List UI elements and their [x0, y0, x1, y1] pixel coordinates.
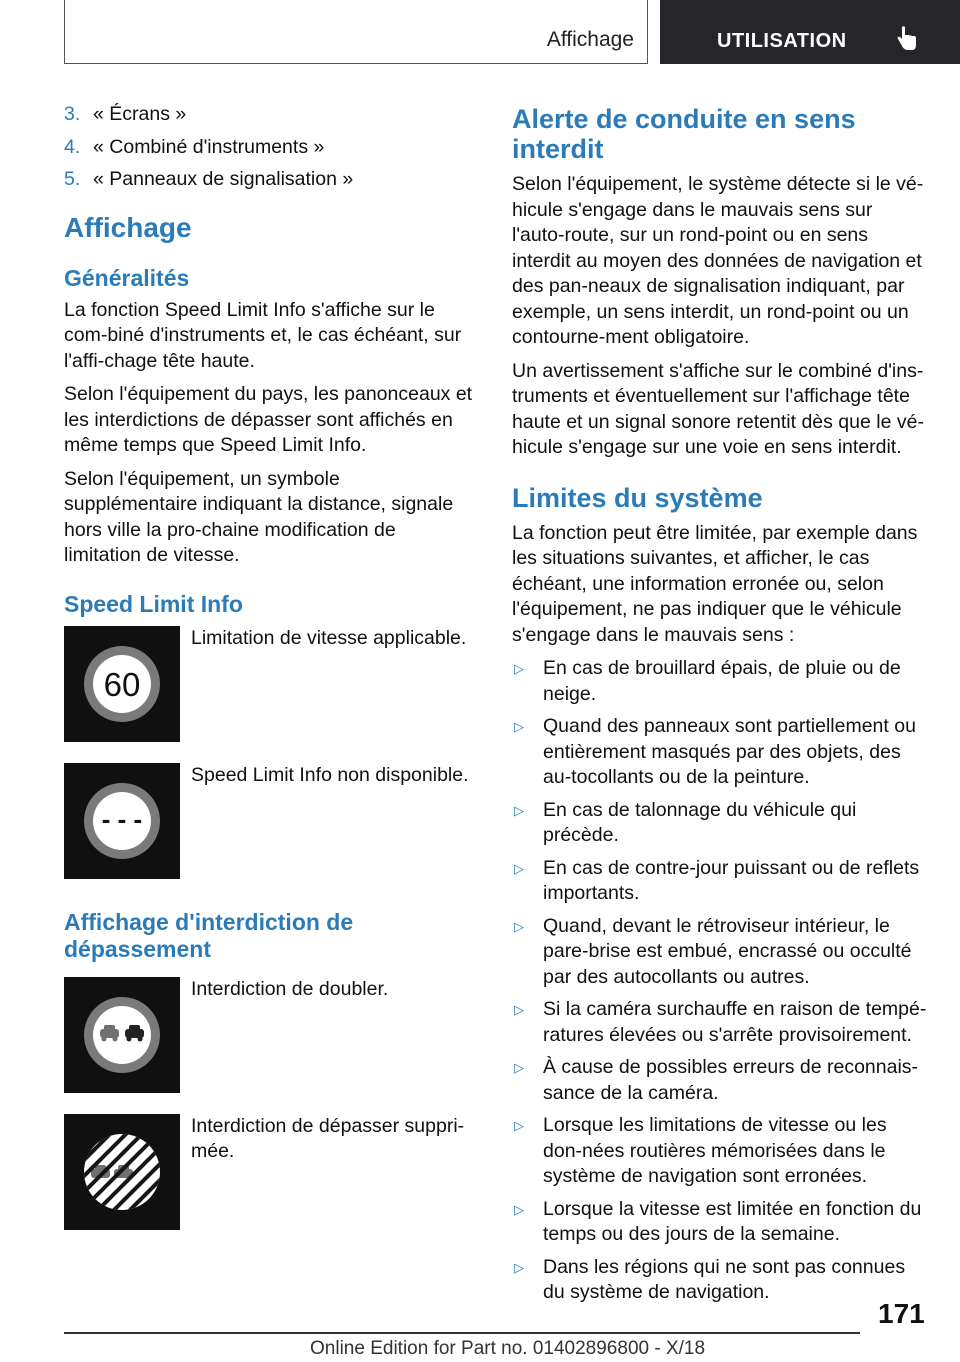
- triangle-bullet-icon: ▷: [514, 860, 524, 876]
- triangle-bullet-icon: ▷: [514, 661, 524, 676]
- right-column: [512, 102, 928, 1313]
- list-item: ▷ En cas de brouillard épais, de pluie ou de neige.: [512, 656, 928, 707]
- triangle-bullet-icon: ▷: [514, 719, 524, 734]
- list-item: ▷ Quand des panneaux sont partiellement ou entièrement masqués par des objets, des au-tocollants ou de la peinture.: [512, 714, 928, 791]
- list-item: ▷ En cas de talonnage du véhicule qui précède.: [512, 798, 928, 849]
- triangle-bullet-icon: ▷: [514, 1002, 524, 1017]
- paragraph: Selon l'équipement du pays, les panonceaux et les interdictions de dépasser sont affichés en même temps que Speed Limit Info.: [64, 383, 473, 456]
- list-item: ▷ Quand, devant le rétroviseur intérieur, le pare-brise est embué, encrassé ou occulté par des autocollants ou autres.: [512, 914, 928, 991]
- heading-interdiction: Affichage d'interdiction de dépassement: [64, 908, 354, 962]
- triangle-bullet-icon: ▷: [514, 918, 524, 934]
- paragraph: Selon l'équipement, un symbole supplémentaire indiquant la distance, signale hors ville la pro-chaine modification de limitation de vitesse.: [64, 467, 454, 566]
- heading-limites: Limites du système: [512, 482, 763, 513]
- header-chapter-label: UTILISATION: [717, 30, 847, 52]
- header-chapter-tab: [660, 0, 960, 64]
- paragraph: Un avertissement s'affiche sur le combiné d'ins-truments et éventuellement sur l'affichage tête haute et un signal sonore retentit dès que le vé-hicule s'engage sur une voie en sens interdit.: [512, 359, 924, 458]
- speed-limit-60-sign: [64, 626, 180, 742]
- list-item: ▷ Lorsque la vitesse est limitée en fonction du temps ou des jours de la semaine.: [512, 1197, 928, 1248]
- sign-row: [64, 977, 476, 1093]
- triangle-bullet-icon: ▷: [514, 1201, 524, 1217]
- list-item: 5. « Panneaux de signalisation »: [64, 168, 354, 190]
- speed-limit-unavailable-sign: [64, 763, 180, 879]
- sign-caption: Interdiction de doubler.: [191, 977, 389, 1000]
- sign-row: [64, 1114, 476, 1230]
- list-item: ▷ À cause de possibles erreurs de reconnais-sance de la caméra.: [512, 1055, 928, 1106]
- footer-edition: Online Edition for Part no. 01402896800 - X/18: [310, 1338, 706, 1359]
- sign-row: [64, 626, 476, 742]
- header-section-title: Affichage: [546, 28, 634, 51]
- list-item: ▷ Lorsque les limitations de vitesse ou les don-nées routières mémorisées dans le système de navigation sont erronées.: [512, 1113, 928, 1190]
- page-number: 171: [878, 1298, 925, 1329]
- heading-generalites: Généralités: [64, 264, 190, 291]
- sign-60-label: 60: [103, 665, 141, 703]
- triangle-bullet-icon: ▷: [514, 1060, 524, 1075]
- footer-divider: [64, 1332, 860, 1334]
- heading-affichage: Affichage: [64, 211, 192, 243]
- paragraph: Selon l'équipement, le système détecte si le vé-hicule s'engage dans le mauvais sens sur l'auto-route, sur un rond-point ou en sens interdit au moyen des données de navigation et des pan-neaux de signalisation indiquant, par exemple, un sens interdit, un rond-point ou un contourne-ment obligatoire.: [512, 173, 924, 348]
- paragraph: La fonction Speed Limit Info s'affiche sur le com-biné d'instruments et, le cas échéant, sur l'affi-chage tête haute.: [64, 298, 462, 372]
- sign-caption: Interdiction de dépasser suppri-mée.: [191, 1114, 465, 1162]
- sign-caption: Speed Limit Info non disponible.: [191, 763, 469, 786]
- triangle-bullet-icon: ▷: [514, 1259, 524, 1275]
- heading-alerte: Alerte de conduite en sens interdit: [512, 104, 856, 164]
- list-item: 4. « Combiné d'instruments »: [64, 135, 325, 158]
- paragraph: La fonction peut être limitée, par exemple dans les situations suivantes, et afficher, le cas échéant, une information erronée ou, selon l'équipement, ne pas indiquer que le véhicule s'engage dans le mauvais sens :: [512, 521, 918, 646]
- triangle-bullet-icon: ▷: [514, 802, 524, 818]
- sign-dash-label: - - -: [101, 803, 143, 834]
- left-column: [64, 102, 476, 1230]
- heading-speed-limit-info: Speed Limit Info: [64, 590, 243, 617]
- no-overtaking-sign: [64, 977, 180, 1093]
- hand-pointer-icon: [896, 26, 918, 52]
- sign-row: [64, 763, 476, 879]
- end-no-overtaking-sign: [64, 1114, 180, 1230]
- numbered-list: [64, 102, 476, 193]
- list-item: ▷ Si la caméra surchauffe en raison de tempé-ratures élevées ou s'arrête provisoirement.: [512, 997, 928, 1048]
- triangle-bullet-icon: ▷: [514, 1118, 524, 1133]
- list-item: ▷ Dans les régions qui ne sont pas connues du système de navigation.: [512, 1255, 928, 1306]
- list-item: ▷ En cas de contre-jour puissant ou de reflets importants.: [512, 856, 928, 907]
- sign-caption: Limitation de vitesse applicable.: [191, 626, 467, 649]
- limitations-list: [512, 656, 928, 1306]
- list-item: 3. « Écrans »: [64, 103, 187, 125]
